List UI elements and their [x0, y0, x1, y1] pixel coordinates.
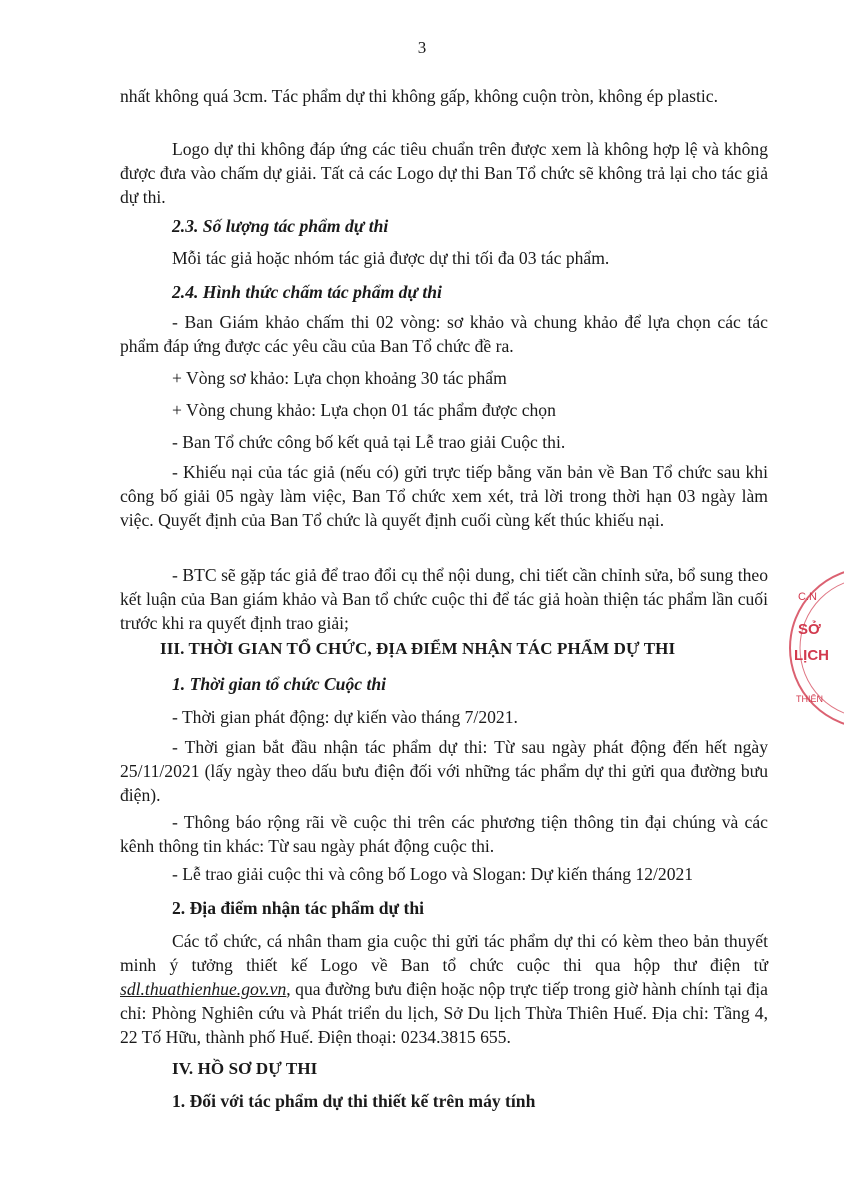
paragraph: - Khiếu nại của tác giả (nếu có) gửi trực tiếp bằng văn bản về Ban Tổ chức sau khi công bố giải 05 ngày làm việc, Ban Tổ chức xem xét, trả lời trong thời hạn 03 ngày làm việc. Quyết định của Ban Tổ chức là quyết định cuối cùng kết thúc khiếu nại. — [120, 462, 768, 530]
section-heading-iii-2: 2. Địa điểm nhận tác phẩm dự thi — [172, 898, 425, 918]
paragraph: - BTC sẽ gặp tác giả để trao đổi cụ thể nội dung, chi tiết cần chỉnh sửa, bổ sung theo kết luận của Ban giám khảo và Ban tổ chức cuộc thi để tác giả hoàn thiện tác phẩm lần cuối trước khi ra quyết định trao giải; — [120, 565, 768, 633]
paragraph: - Ban Tổ chức công bố kết quả tại Lễ trao giải Cuộc thi. — [172, 432, 566, 452]
section-heading-2-4: 2.4. Hình thức chấm tác phẩm dự thi — [172, 282, 442, 302]
page-number: 3 — [417, 38, 427, 57]
paragraph: - Thời gian bắt đầu nhận tác phẩm dự thi: Từ sau ngày phát động đến hết ngày 25/11/2021 (lấy ngày theo dấu bưu điện đối với những tác phẩm dự thi gửi qua đường bưu điện). — [120, 737, 768, 805]
svg-text:C.N: C.N — [798, 591, 817, 603]
seal-graphic — [778, 560, 844, 740]
svg-text:THIÊN: THIÊN — [796, 694, 823, 704]
paragraph — [120, 929, 768, 1049]
section-heading-iv: IV. HỒ SƠ DỰ THI — [172, 1059, 318, 1078]
paragraph: + Vòng sơ khảo: Lựa chọn khoảng 30 tác phẩm — [172, 368, 507, 388]
paragraph: - Thời gian phát động: dự kiến vào tháng 7/2021. — [172, 707, 518, 727]
paragraph: - Ban Giám khảo chấm thi 02 vòng: sơ khảo và chung khảo để lựa chọn các tác phẩm đáp ứng được các yêu cầu của Ban Tổ chức đề ra. — [120, 312, 768, 356]
paragraph: Logo dự thi không đáp ứng các tiêu chuẩn trên được xem là không hợp lệ và không được đưa vào chấm dự giải. Tất cả các Logo dự thi Ban Tổ chức sẽ không trả lại cho tác giả dự thi. — [120, 139, 768, 207]
official-seal — [778, 560, 844, 740]
paragraph: Mỗi tác giả hoặc nhóm tác giả được dự thi tối đa 03 tác phẩm. — [172, 248, 610, 268]
section-heading-iii: III. THỜI GIAN TỔ CHỨC, ĐỊA ĐIỂM NHẬN TÁC PHẨM DỰ THI — [160, 639, 676, 658]
website-link[interactable]: sdl.thuathienhue.gov.vn — [120, 979, 287, 999]
paragraph: - Lễ trao giải cuộc thi và công bố Logo và Slogan: Dự kiến tháng 12/2021 — [172, 864, 694, 884]
section-heading-2-3: 2.3. Số lượng tác phẩm dự thi — [172, 216, 389, 236]
paragraph: - Thông báo rộng rãi về cuộc thi trên các phương tiện thông tin đại chúng và các kênh thông tin khác: Từ sau ngày phát động cuộc thi. — [120, 812, 768, 856]
svg-text:SỞ: SỞ — [798, 621, 821, 638]
paragraph: + Vòng chung khảo: Lựa chọn 01 tác phẩm được chọn — [172, 400, 556, 420]
svg-text:LỊCH: LỊCH — [794, 647, 829, 664]
section-heading-iv-1: 1. Đối với tác phẩm dự thi thiết kế trên máy tính — [172, 1091, 536, 1111]
section-heading-iii-1: 1. Thời gian tổ chức Cuộc thi — [172, 674, 387, 694]
paragraph: nhất không quá 3cm. Tác phẩm dự thi không gấp, không cuộn tròn, không ép plastic. — [120, 86, 719, 106]
paragraph-text: , qua đường bưu điện hoặc nộp trực tiếp trong giờ hành chính tại địa chỉ: Phòng Nghiên cứu và Phát triển du lịch, Sở Du lịch Thừa Thiên Huế. Địa chỉ: Tầng 4, 22 Tố Hữu, thành phố Huế. Điện thoại: 0234.3815 655. — [120, 979, 768, 1047]
paragraph-text: Các tổ chức, cá nhân tham gia cuộc thi gửi tác phẩm dự thi có kèm theo bản thuyết minh ý tưởng thiết kế Logo về Ban tổ chức cuộc thi qua hộp thư điện tử — [120, 931, 768, 975]
